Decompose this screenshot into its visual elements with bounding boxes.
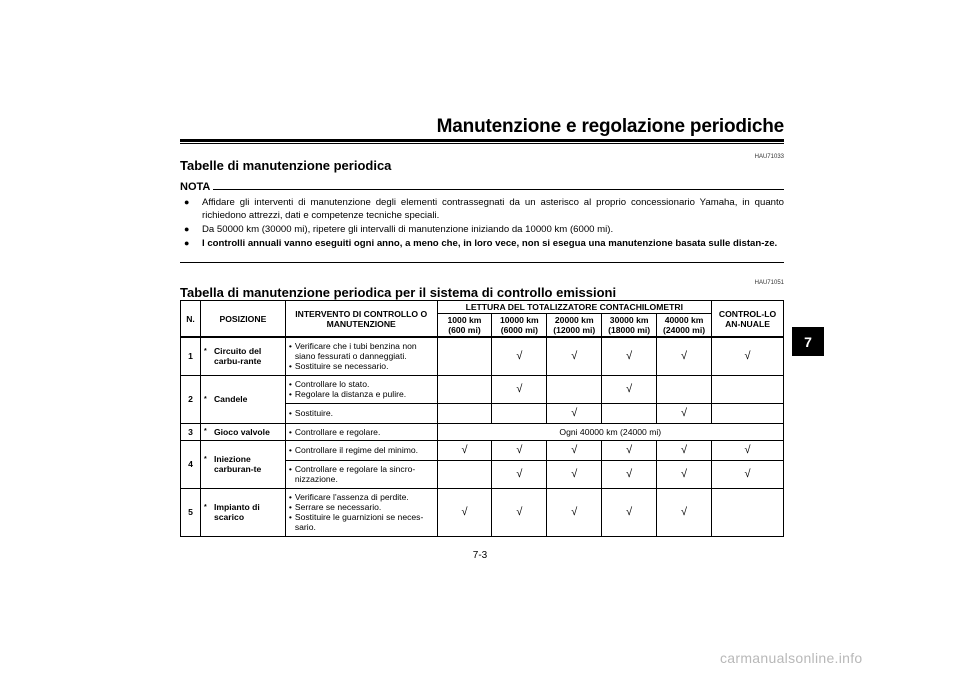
row-number: 4 [181,440,201,488]
header-km: 30000 km (18000 mi) [602,314,657,338]
row-number: 2 [181,375,201,423]
header-rule [180,139,784,142]
table-row [181,423,784,440]
table-row [181,337,784,375]
row-intervention: • Controllare e regolare. [285,423,437,440]
check-mark-icon: √ [712,460,784,488]
bullet-icon: ● [184,238,190,248]
nota-bullet [184,223,784,236]
header-intervention: INTERVENTO DI CONTROLLO O MANUTENZIONE [285,301,437,338]
row-number: 1 [181,337,201,375]
check-cell [437,337,492,375]
asterisk-icon: * [203,348,207,356]
asterisk-icon: * [203,428,207,435]
check-mark-icon: √ [492,460,547,488]
bullet-icon: ● [184,224,190,234]
check-mark-icon: √ [547,337,602,375]
maintenance-table [180,300,784,537]
check-mark-icon: √ [657,337,712,375]
check-mark-icon: √ [657,403,712,423]
row-intervention: • Controllare e regolare la sincro-nizzazione. [285,460,437,488]
check-mark-icon: √ [547,460,602,488]
check-cell [712,403,784,423]
check-mark-icon: √ [602,440,657,460]
check-cell [437,375,492,403]
check-cell [437,460,492,488]
check-mark-icon: √ [437,440,492,460]
table-row [181,375,784,403]
nota-bullet-text: Affidare gli interventi di manutenzione degli elementi contrassegnati da un asterisco al proprio concessionario Yamaha, in quanto richiedono attrezzi, dati e competenze tecniche speciali. [202,197,784,221]
chapter-tab: 7 [792,327,824,356]
watermark-link[interactable]: carmanualsonline.info [720,650,863,666]
nota-end-divider [180,262,784,263]
section-title: Tabelle di manutenzione periodica [180,158,392,173]
check-mark-icon: √ [602,488,657,536]
check-mark-icon: √ [492,337,547,375]
table-row [181,488,784,536]
interval-span-text: Ogni 40000 km (24000 mi) [437,423,783,440]
check-mark-icon: √ [547,403,602,423]
header-km: 1000 km (600 mi) [437,314,492,338]
check-mark-icon: √ [437,488,492,536]
check-mark-icon: √ [712,337,784,375]
page-number: 7-3 [472,550,488,561]
row-number: 3 [181,423,201,440]
table-header-row [181,301,784,314]
page-title: Manutenzione e regolazione periodiche [436,116,784,137]
row-number: 5 [181,488,201,536]
nota-bullet-text: Da 50000 km (30000 mi), ripetere gli intervalli di manutenzione iniziando da 10000 km (6000 mi). [202,224,614,235]
nota-bullet-text: I controlli annuali vanno eseguiti ogni anno, a meno che, in loro vece, non si esegua una manutenzione basata sulle distan-ze. [202,238,778,249]
row-position: * Gioco valvole [200,423,285,440]
row-position: * Impianto di scarico [200,488,285,536]
header-annual: CONTROL-LO AN-NUALE [712,301,784,338]
header-n: N. [181,301,201,338]
emissions-code: HAU71051 [754,280,784,286]
check-mark-icon: √ [492,440,547,460]
header-km: 40000 km (24000 mi) [657,314,712,338]
row-intervention: • Verificare che i tubi benzina non siano fessurati o danneggiati. • Sostituire se necessario. [285,337,437,375]
nota-list [184,196,784,251]
nota-divider [213,189,784,190]
header-km: 20000 km (12000 mi) [547,314,602,338]
row-intervention: • Verificare l'assenza di perdite. • Serrare se necessario. • Sostituire le guarnizioni se neces-sario. [285,488,437,536]
row-intervention: • Controllare lo stato. • Regolare la distanza e pulire. [285,375,437,403]
check-mark-icon: √ [547,488,602,536]
check-cell [712,488,784,536]
header-rule-thin [180,143,784,144]
check-mark-icon: √ [657,460,712,488]
check-cell [547,375,602,403]
check-cell [492,403,547,423]
check-mark-icon: √ [492,375,547,403]
asterisk-icon: * [203,456,207,463]
check-mark-icon: √ [657,440,712,460]
check-mark-icon: √ [547,440,602,460]
check-mark-icon: √ [657,488,712,536]
nota-bullet [184,196,784,222]
check-cell [712,375,784,403]
check-cell [657,375,712,403]
check-cell [437,403,492,423]
nota-label: NOTA [180,181,211,193]
row-position: * Candele [200,375,285,423]
row-intervention: • Sostituire. [285,403,437,423]
row-position: * Iniezione carburan-te [200,440,285,488]
row-position: * Circuito del carbu-rante [200,337,285,375]
check-mark-icon: √ [712,440,784,460]
header-position: POSIZIONE [200,301,285,338]
header-odometer: LETTURA DEL TOTALIZZATORE CONTACHILOMETRI [437,301,711,314]
nota-bullet [184,237,784,250]
asterisk-icon: * [203,504,207,511]
table-row [181,440,784,460]
bullet-icon: ● [184,197,190,207]
row-intervention: • Controllare il regime del minimo. [285,440,437,460]
check-mark-icon: √ [602,375,657,403]
check-mark-icon: √ [602,337,657,375]
emissions-title: Tabella di manutenzione periodica per il sistema di controllo emissioni [180,285,617,300]
header-km: 10000 km (6000 mi) [492,314,547,338]
check-cell [602,403,657,423]
check-mark-icon: √ [492,488,547,536]
asterisk-icon: * [203,395,207,403]
check-mark-icon: √ [602,460,657,488]
section-code: HAU71033 [754,154,784,160]
